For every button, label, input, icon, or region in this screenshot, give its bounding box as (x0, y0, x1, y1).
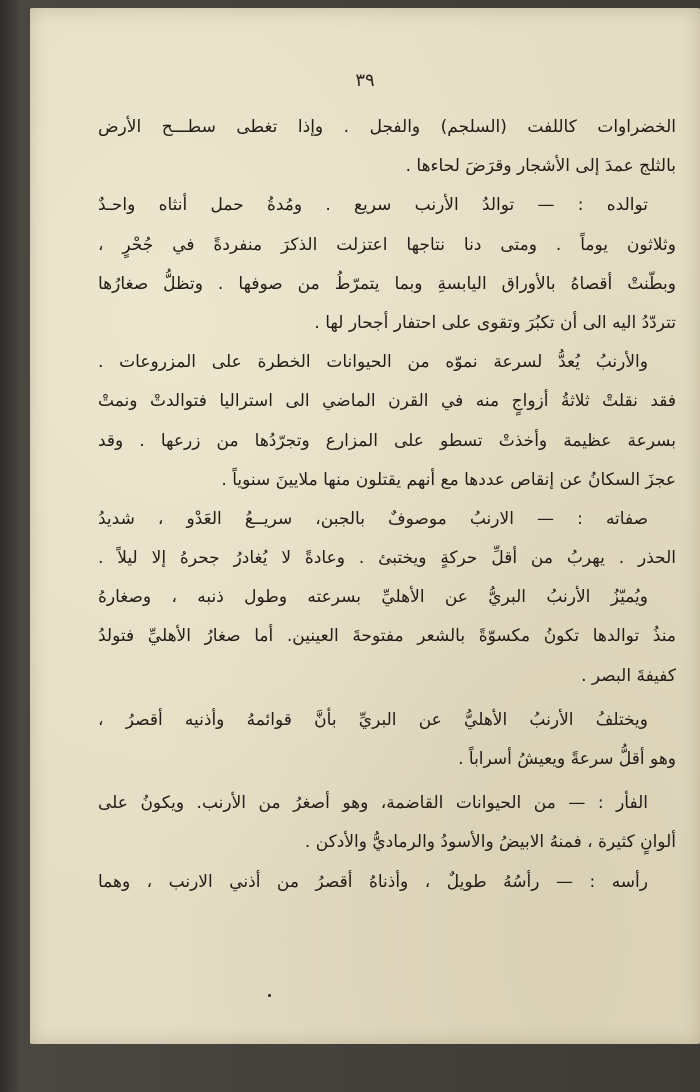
text-line: كفيفةَ البصر . (581, 665, 676, 686)
book-page (30, 8, 700, 1044)
text-line: الحذر . يهربُ من أقلِّ حركةٍ ويختبئ . وعادةً لا يُغادرُ جحرهُ إلا ليلاً . (98, 548, 676, 569)
text-line: تتردّدُ اليه الى أن تكبُرَ وتقوى على احتفار أجحار لها . (314, 312, 676, 333)
text-line: ألوانٍ كثيرة ، فمنهُ الابيضُ والأسودُ والرماديُّ والأدكن . (304, 832, 676, 853)
page-body-text (98, 108, 676, 902)
ink-speck (268, 994, 271, 997)
text-line: الخضراوات كاللفت (السلجم) والفجل . وإذا تغطى سطـــح الأرض (98, 117, 676, 137)
text-line: وبطّنتْ أقصاهُ بالأوراق اليابسةِ وبما يتمرّطُ من صوفها . وتظلُّ صغارُها (98, 273, 676, 294)
text-line: عجزَ السكانُ عن إنقاص عددها مع أنهم يقتلون منها ملايينَ سنوياً . (221, 469, 676, 490)
text-line: ويُميّزُ الأرنبُ البريُّ عن الأهليِّ بسرعته وطول ذنبه ، وصغارهُ (98, 587, 648, 608)
text-line: ويختلفُ الأرنبُ الأهليُّ عن البريِّ بأنَّ قوائمهُ وأذنيه أقصرُ ، (98, 709, 648, 730)
text-line: وثلاثون يوماً . ومتى دنا نتاجها اعتزلت الذكرَ منفردةً في جُحْرٍ ، (98, 234, 676, 255)
text-line: الفأر : — من الحيوانات القاضمة، وهو أصغرُ من الأرنب. ويكونُ على (98, 793, 648, 814)
text-line: منذُ توالدها تكونُ مكسوّةً بالشعر مفتوحةَ العينين. أما صغارُ الأهليِّ فتولدُ (98, 626, 676, 647)
text-line: وهو أقلُّ سرعةً ويعيشُ أسراباً . (458, 749, 676, 769)
text-line: فقد نقلتْ ثلاثةُ أزواجٍ منه في القرن الماضي الى استراليا فتوالدتْ ونمتْ (98, 391, 676, 412)
page-number: ٣٩ (355, 70, 375, 91)
text-line: صفاته : — الارنبُ موصوفٌ بالجبن، سريــعُ العَدْو ، شديدُ (98, 508, 648, 529)
text-line: بالثلج عمدَ إلى الأشجار وقرَضَ لحاءها . (405, 156, 676, 177)
text-line: والأرنبُ يُعدُّ لسرعة نموّه من الحيوانات الخطرة على المزروعات . (98, 352, 648, 373)
text-line: توالده : — توالدُ الأرنب سريع . ومُدةُ حمل أنثاه واحـدٌ (98, 195, 648, 216)
text-line: رأسه : — رأسُهُ طويلٌ ، وأذناهُ أقصرُ من أذني الارنب ، وهما (98, 871, 648, 892)
text-line: بسرعة عظيمة وأخذتْ تسطو على المزارع وتجرّدُها من زرعها . وقد (98, 430, 676, 451)
